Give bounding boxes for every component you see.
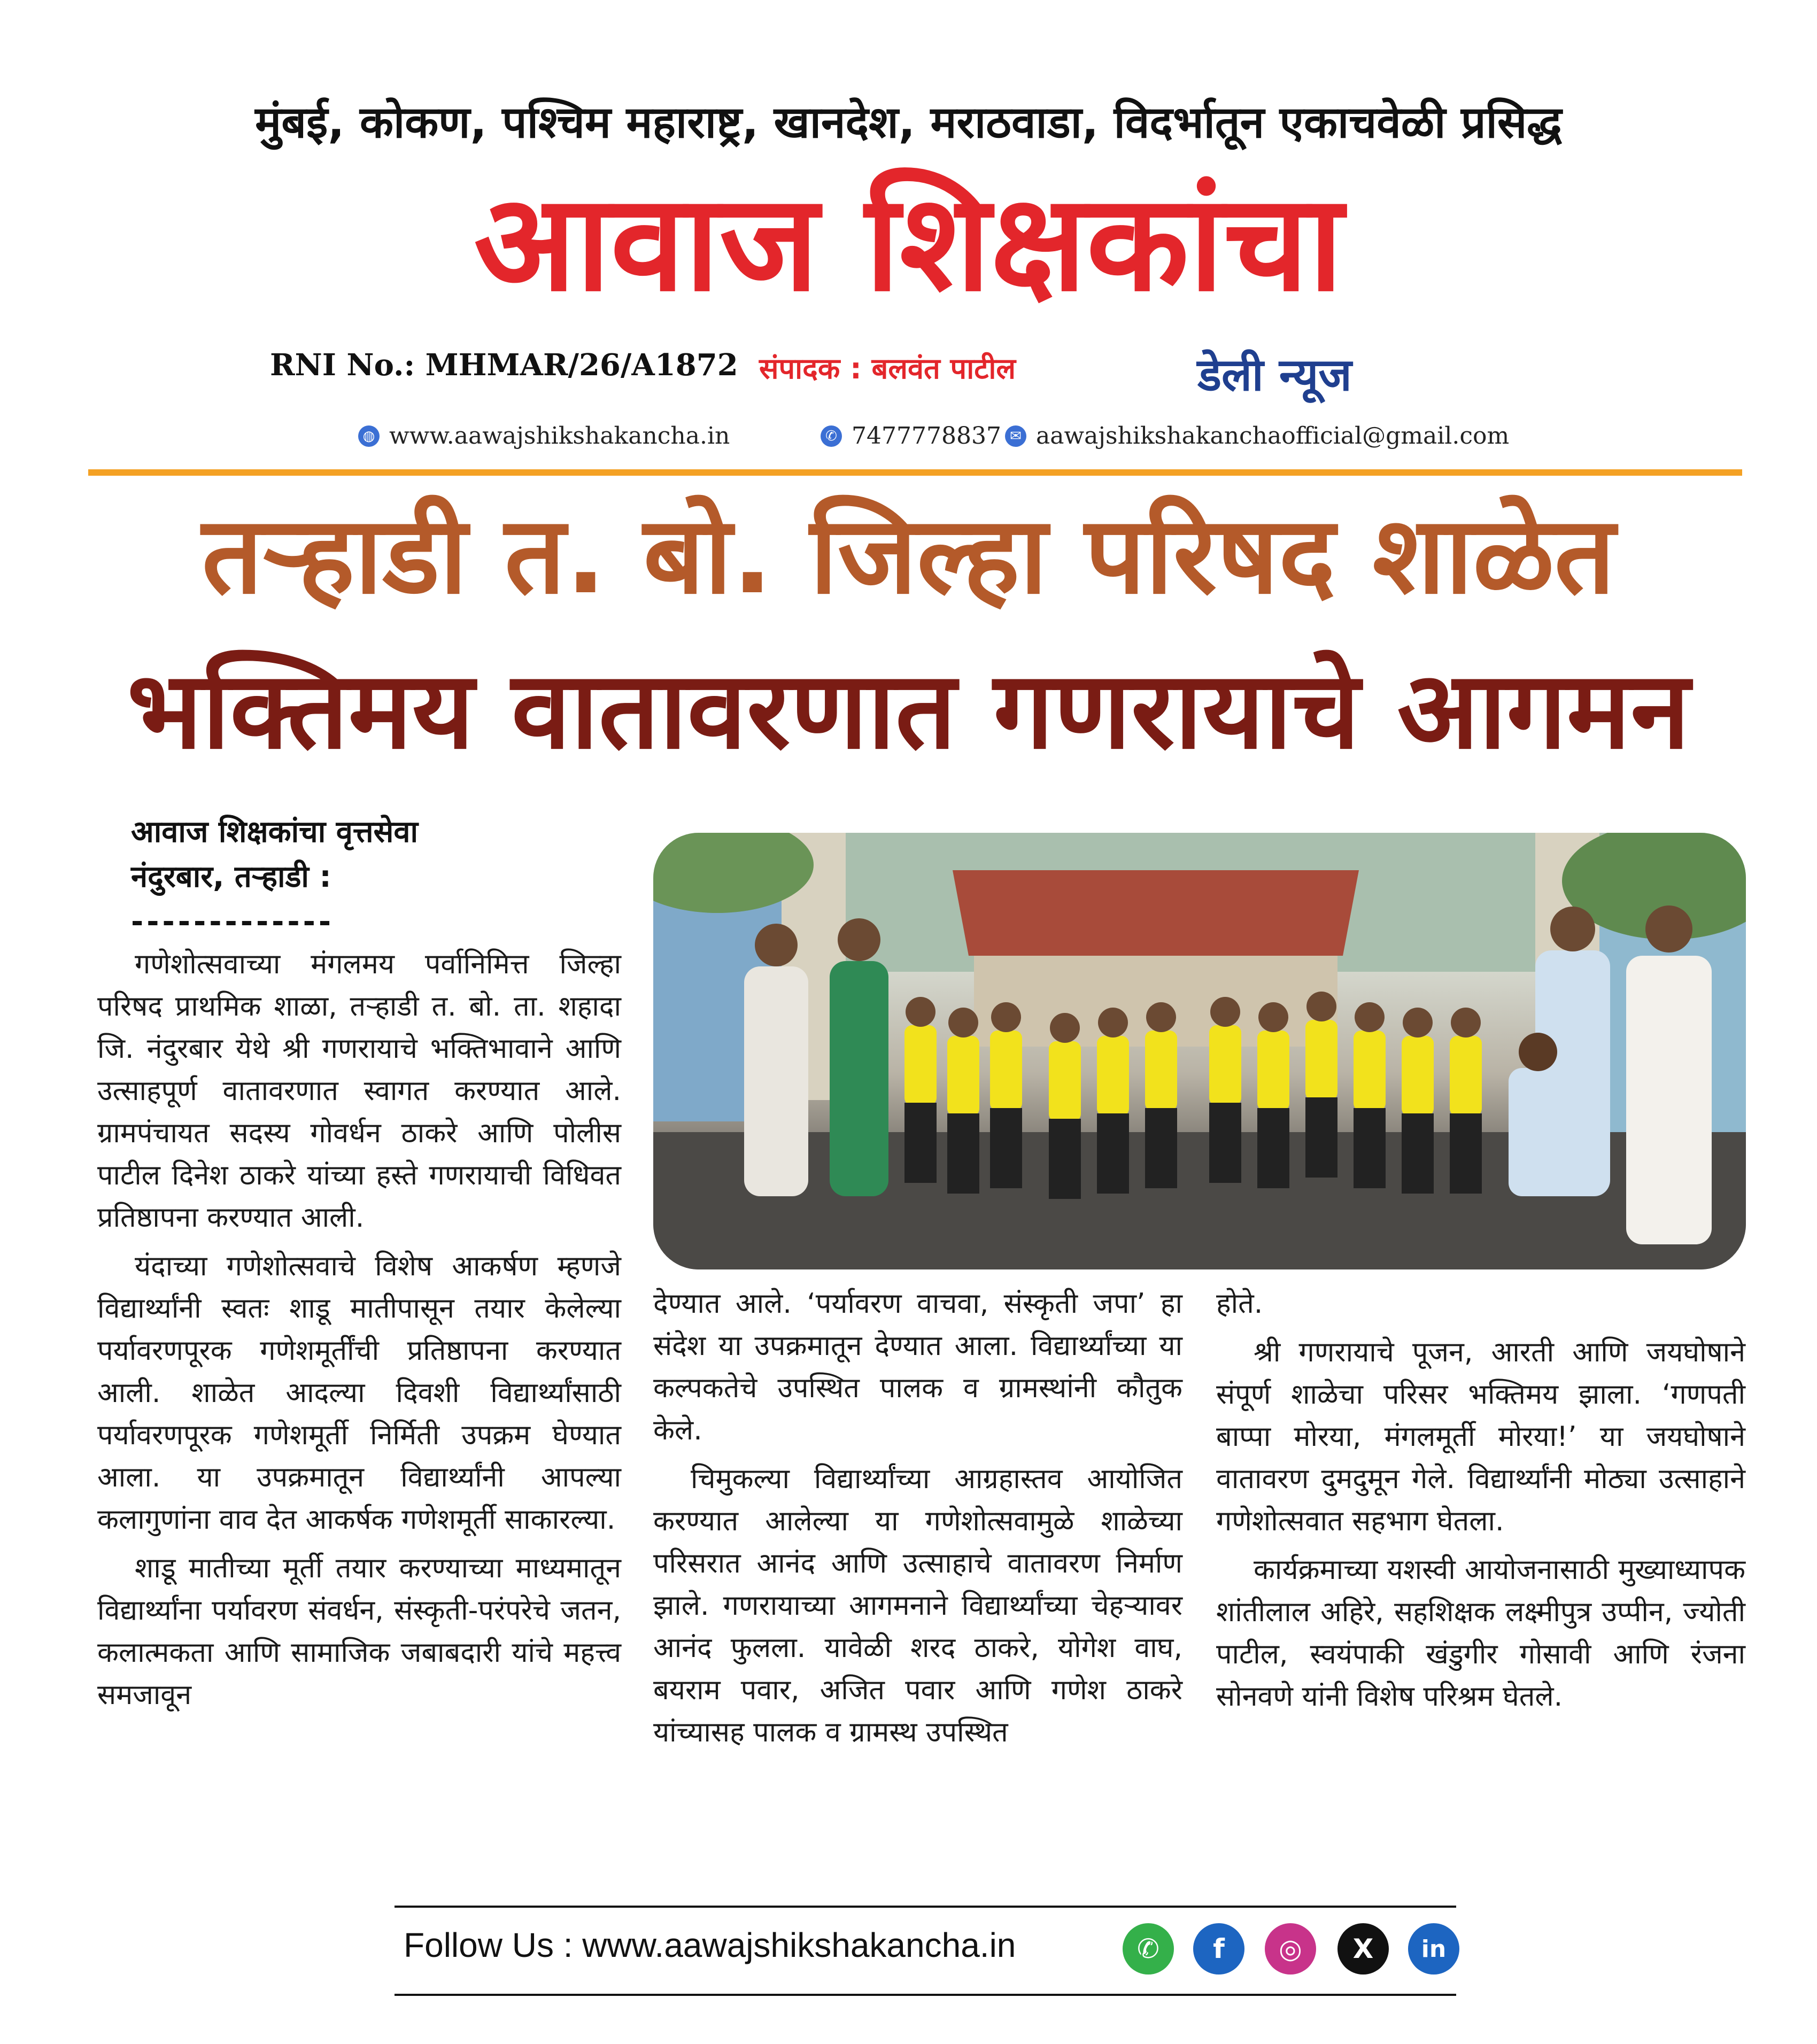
paragraph: गणेशोत्सवाच्या मंगलमय पर्वानिमित्त जिल्हा परिषद प्राथमिक शाळा, तऱ्हाडी त. बो. ता. शहादा जि. नंदुरबार येथे श्री गणरायाचे भक्तिभावाने आणि उत्साहपूर्ण वातावरणात स्वागत करण्यात आले. ग्रामपंचायत सदस्य गोवर्धन ठाकरे आणि पोलीस पाटील दिनेश ठाकरे यांच्या हस्ते गणरायाची विधिवत प्रतिष्ठापना करण्यात आली.	[97, 948, 621, 1234]
article-column-2	[653, 1283, 1182, 1760]
instagram-icon[interactable]: ◎	[1265, 1923, 1316, 1975]
footer-top-line	[395, 1906, 1456, 1908]
mail-icon: ✉	[1005, 425, 1026, 447]
regions-tagline: मुंबई, कोकण, पश्चिम महाराष्ट्र, खानदेश, मराठवाडा, विदर्भातून एकाचवेळी प्रसिद्ध	[255, 97, 1562, 148]
daily-news-label: डेली न्यूज	[1197, 349, 1352, 401]
byline-dashes: -------------	[131, 904, 335, 939]
headline-line-1: तऱ्हाडी त. बो. जिल्हा परिषद शाळेत	[202, 493, 1615, 618]
paragraph: होते.	[1216, 1288, 1263, 1320]
x-icon[interactable]: X	[1337, 1923, 1389, 1975]
website-text[interactable]: www.aawajshikshakancha.in	[389, 422, 730, 450]
rni-number: RNI No.: MHMAR/26/A1872	[270, 347, 738, 383]
paragraph: श्री गणरायाचे पूजन, आरती आणि जयघोषाने संपूर्ण शाळेचा परिसर भक्तिमय झाला. ‘गणपती बाप्पा मोरया, मंगलमूर्ती मोरया!’ या जयघोषाने वातावरण दुमदुमून गेले. विद्यार्थ्यांनी मोठ्या उत्साहाने गणेशोत्सवात सहभाग घेतला.	[1216, 1336, 1745, 1537]
newspaper-title: आवाज शिक्षकांचा	[474, 165, 1343, 321]
facebook-icon[interactable]: f	[1193, 1923, 1244, 1975]
linkedin-icon[interactable]: in	[1408, 1923, 1459, 1975]
phone-text[interactable]: 7477778837	[852, 422, 1001, 450]
headline-line-2: भक्तिमय वातावरणात गणरायाचे आगमन	[127, 648, 1690, 773]
globe-icon: ◍	[358, 425, 380, 447]
paragraph: कार्यक्रमाच्या यशस्वी आयोजनासाठी मुख्याध्यापक शांतीलाल अहिरे, सहशिक्षक लक्ष्मीपुत्र उप्पीन, ज्योती पाटील, स्वयंपाकी खंडुगीर गोसावी आणि रंजना सोनवणे यांनी विशेष परिश्रम घेतले.	[1216, 1554, 1745, 1713]
byline	[131, 810, 418, 944]
phone-contact[interactable]	[821, 422, 1001, 450]
email-text[interactable]: aawajshikshakanchaofficial@gmail.com	[1036, 422, 1510, 450]
phone-icon: ✆	[821, 425, 842, 447]
paragraph: देण्यात आले. ‘पर्यावरण वाचवा, संस्कृती जपा’ हा संदेश या उपक्रमातून देण्यात आला. विद्यार्थ्यांच्या या कल्पकतेचे उपस्थित पालक व ग्रामस्थांनी कौतुक केले.	[653, 1288, 1182, 1446]
website-contact[interactable]	[358, 422, 730, 450]
article-column-3	[1216, 1283, 1745, 1724]
editor-credit: संपादक : बलवंत पाटील	[759, 352, 1016, 385]
footer-bottom-line	[395, 1994, 1456, 1996]
whatsapp-icon[interactable]: ✆	[1123, 1923, 1174, 1975]
paragraph: शाडू मातीच्या मूर्ती तयार करण्याच्या माध्यमातून विद्यार्थ्यांना पर्यावरण संवर्धन, संस्कृती-परंपरेचे जतन, कलात्मकता आणि सामाजिक जबाबदारी यांचे महत्त्व समजावून	[97, 1552, 621, 1711]
paragraph: चिमुकल्या विद्यार्थ्यांच्या आग्रहास्तव आयोजित करण्यात आलेल्या या गणेशोत्सवामुळे शाळेच्या परिसरात आनंद आणि उत्साहाचे वातावरण निर्माण झाले. गणरायाच्या आगमनाने विद्यार्थ्यांच्या चेहऱ्यावर आनंद फुलला. यावेळी शरद ठाकरे, योगेश वाघ, बयराम पवार, अजित पवार आणि गणेश ठाकरे यांच्यासह पालक व ग्रामस्थ उपस्थित	[653, 1463, 1182, 1748]
photo-illustration	[653, 833, 1746, 1269]
article-column-1	[97, 943, 621, 1723]
paragraph: यंदाच्या गणेशोत्सवाचे विशेष आकर्षण म्हणजे विद्यार्थ्यांनी स्वतः शाडू मातीपासून तयार केलेल्या पर्यावरणपूरक गणेशमूर्तींची प्रतिष्ठापना करण्यात आली. शाळेत आदल्या दिवशी विद्यार्थ्यांसाठी पर्यावरणपूरक गणेशमूर्ती निर्मिती उपक्रम घेण्यात आला. या उपक्रमातून विद्यार्थ्यांनी आपल्या कलागुणांना वाव देत आकर्षक गणेशमूर्ती साकारल्या.	[97, 1250, 621, 1536]
event-photo	[653, 833, 1746, 1269]
header-divider	[88, 469, 1742, 476]
byline-agency: आवाज शिक्षकांचा वृत्तसेवा	[131, 815, 419, 849]
email-contact[interactable]	[1005, 422, 1509, 450]
byline-place: नंदुरबार, तऱ्हाडी :	[131, 860, 331, 894]
follow-us-text[interactable]: Follow Us : www.aawajshikshakancha.in	[404, 1926, 1016, 1964]
